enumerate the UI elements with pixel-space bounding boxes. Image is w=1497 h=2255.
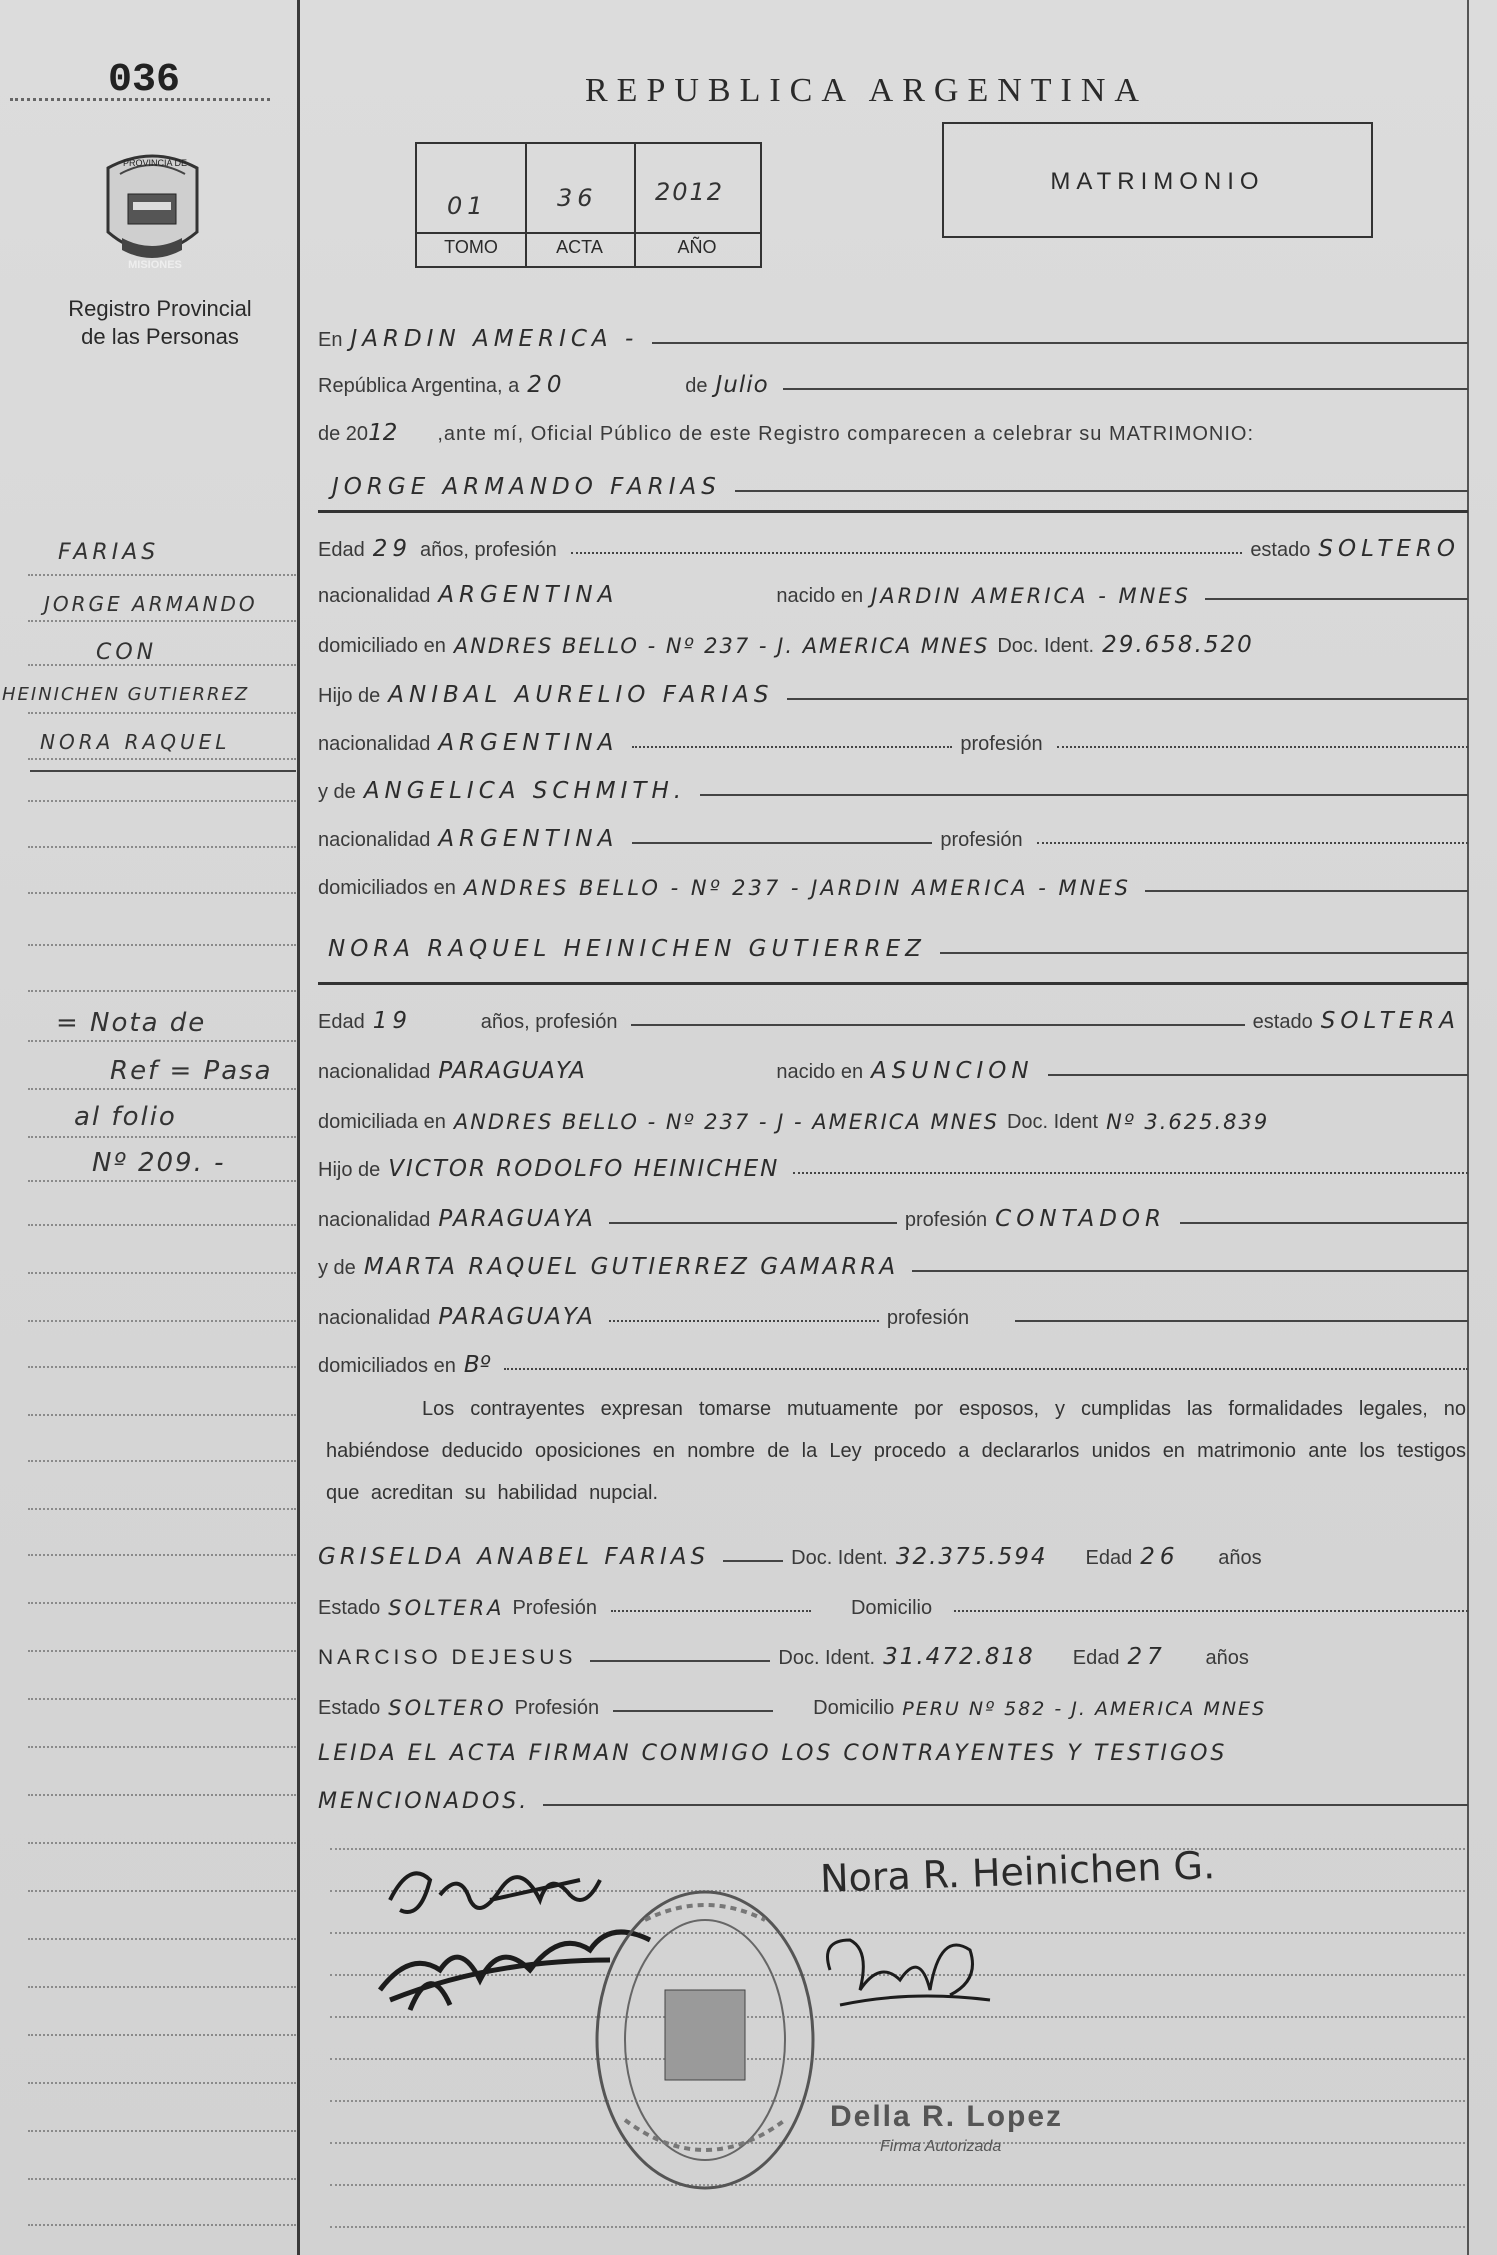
margin-ruled-line <box>28 758 296 760</box>
groom-nac-row <box>318 568 1468 608</box>
groom-edad: 29 <box>372 536 412 562</box>
margin-ruled-line <box>28 1088 296 1090</box>
margin-ruled-line <box>28 620 296 622</box>
witness2-edad-label: Edad <box>1072 1647 1120 1669</box>
bride-edad: 19 <box>372 1008 412 1034</box>
seal-text-bottom: MISIONES <box>128 259 182 271</box>
groom-dom-row <box>318 618 1468 658</box>
acta-label: ACTA <box>556 237 603 257</box>
registry-name-line1: Registro Provincial <box>68 296 252 321</box>
groom-doc: 29.658.520 <box>1102 632 1254 658</box>
groom-doc-label: Doc. Ident. <box>997 635 1095 657</box>
witness1-doc-label: Doc. Ident. <box>791 1547 888 1569</box>
margin-ruled-line <box>28 1890 296 1892</box>
witness1-estado-row <box>318 1580 1468 1620</box>
bride-madre-nac-label: nacionalidad <box>318 1307 431 1329</box>
bride-estado: SOLTERA <box>1320 1008 1460 1034</box>
witness1-name: GRISELDA ANABEL FARIAS <box>318 1544 710 1570</box>
margin-ruled-line <box>28 1794 296 1796</box>
official-stamp-icon <box>585 1880 825 2205</box>
groom-madre-nac: ARGENTINA <box>438 826 619 852</box>
witness1-name-row <box>318 1530 1468 1570</box>
bride-father-row <box>318 1142 1468 1182</box>
margin-ruled-line <box>28 2224 296 2226</box>
bride-signature: Nora R. Heinichen G. <box>819 1843 1216 1901</box>
groom-estado: SOLTERO <box>1318 536 1460 562</box>
tomo-label: TOMO <box>444 237 498 257</box>
margin-groom-names: JORGE ARMANDO <box>44 592 258 616</box>
witness1-estado: SOLTERA <box>388 1596 505 1620</box>
witness1-anos: años <box>1218 1547 1262 1569</box>
margin-ruled-line <box>28 1040 296 1042</box>
groom-nacionalidad: ARGENTINA <box>438 582 619 608</box>
groom-domicilio: ANDRES BELLO - Nº 237 - J. AMERICA MNES <box>453 634 990 658</box>
seal-text-top: PROVINCIA DE <box>122 158 187 168</box>
margin-note-1: = Nota de <box>56 1008 207 1038</box>
margin-ruled-line <box>28 1320 296 1322</box>
margin-bride-names: NORA RAQUEL <box>40 730 231 754</box>
witness2-doc: 31.472.818 <box>883 1644 1035 1670</box>
margin-ruled-line <box>28 1272 296 1274</box>
bride-edad-row <box>318 994 1468 1034</box>
bride-doms-label: domiciliados en <box>318 1355 456 1377</box>
groom-mother-nac-row <box>318 812 1468 852</box>
bride-padre-nac-label: nacionalidad <box>318 1209 431 1231</box>
margin-ruled-line <box>28 800 296 802</box>
witness1-profesion-label: Profesión <box>512 1597 597 1619</box>
tomo-value: 01 <box>447 192 488 220</box>
country-title: REPUBLICA ARGENTINA <box>585 72 1148 109</box>
year-prefix: de 20 <box>318 423 369 445</box>
groom-nac-label: nacionalidad <box>318 585 431 607</box>
groom-madre-nac-label: nacionalidad <box>318 829 431 851</box>
groom-madre: ANGELICA SCHMITH. <box>363 778 687 804</box>
witness2-estado: SOLTERO <box>388 1696 507 1720</box>
bride-hijo-label: Hijo de <box>318 1159 381 1181</box>
margin-ruled-line <box>28 1842 296 1844</box>
groom-father-nac-row <box>318 716 1468 756</box>
bride-doc-label: Doc. Ident <box>1006 1111 1099 1133</box>
closing-line2 <box>318 1774 1468 1814</box>
margin-ruled-line <box>28 1554 296 1556</box>
bride-doc: Nº 3.625.839 <box>1106 1110 1270 1134</box>
closing-line1 <box>318 1726 1468 1766</box>
reference-box <box>415 142 762 268</box>
bride-nac-row <box>318 1044 1468 1084</box>
margin-ruled-line <box>28 2034 296 2036</box>
official-stamp-sub: Firma Autorizada <box>880 2138 1002 2155</box>
bride-separator <box>318 982 1468 985</box>
bride-nacido-label: nacido en <box>776 1061 864 1083</box>
witness1-edad: 26 <box>1140 1544 1180 1570</box>
en-label: En <box>318 329 343 351</box>
witness2-doc-label: Doc. Ident. <box>778 1647 876 1669</box>
row-date <box>318 358 1468 398</box>
margin-ruled-line <box>28 1180 296 1182</box>
margin-ruled-line <box>28 1460 296 1462</box>
groom-dom-label: domiciliado en <box>318 635 446 657</box>
groom-edad-label: Edad <box>318 539 365 561</box>
witness-signature <box>810 1910 1010 2025</box>
row-place <box>318 312 1468 352</box>
official-stamp-name: Della R. Lopez <box>830 2100 1064 2133</box>
margin-con: CON <box>96 640 158 665</box>
margin-ruled-line <box>28 1508 296 1510</box>
bride-mother-row <box>318 1240 1468 1280</box>
bride-padre-prof: CONTADOR <box>995 1206 1167 1232</box>
margin-ruled-line <box>28 2082 296 2084</box>
groom-doms-label: domiciliados en <box>318 877 456 899</box>
margin-ruled-line <box>28 574 296 576</box>
bride-name: NORA RAQUEL HEINICHEN GUTIERREZ <box>328 936 926 962</box>
witness2-estado-row <box>318 1680 1468 1720</box>
row-year <box>318 406 1468 446</box>
groom-mother-row <box>318 764 1468 804</box>
witness2-edad: 27 <box>1127 1644 1167 1670</box>
place-value: JARDIN AMERICA - <box>350 326 639 352</box>
groom-edad-row <box>318 522 1468 562</box>
witness2-estado-label: Estado <box>318 1697 381 1719</box>
margin-ruled-line <box>28 1698 296 1700</box>
margin-ruled-line <box>28 990 296 992</box>
folio-dots <box>10 98 270 101</box>
anio-label: AÑO <box>677 237 717 257</box>
margin-ruled-line <box>28 944 296 946</box>
bride-padre-nac: PARAGUAYA <box>438 1206 595 1232</box>
witness2-domicilio-label: Domicilio <box>813 1697 895 1719</box>
groom-padre-nac-label: nacionalidad <box>318 733 431 755</box>
witness2-domicilio: PERU Nº 582 - J. AMERICA MNES <box>902 1698 1267 1720</box>
margin-ruled-line <box>28 1986 296 1988</box>
margin-note-3: al folio <box>74 1102 177 1132</box>
document-type-box <box>942 122 1373 238</box>
groom-separator <box>318 510 1468 513</box>
bride-estado-label: estado <box>1252 1011 1313 1033</box>
witness1-estado-label: Estado <box>318 1597 381 1619</box>
margin-note-4: Nº 209. - <box>92 1148 226 1178</box>
groom-nacido-label: nacido en <box>776 585 864 607</box>
margin-ruled-line <box>28 1136 296 1138</box>
month-value: Julio <box>715 372 769 398</box>
bride-dom-label: domiciliada en <box>318 1111 446 1133</box>
bride-padre: VICTOR RODOLFO HEINICHEN <box>388 1156 780 1182</box>
margin-surname: FARIAS <box>58 540 160 565</box>
margin-ruled-line <box>28 664 296 666</box>
margin-ruled-line <box>28 1746 296 1748</box>
anio-value: 2012 <box>655 178 725 206</box>
groom-anos-profesion: años, profesión <box>420 539 557 561</box>
margin-note-2: Ref = Pasa <box>110 1056 273 1086</box>
bride-madre: MARTA RAQUEL GUTIERREZ GAMARRA <box>363 1254 899 1280</box>
witness1-doc: 32.375.594 <box>895 1544 1048 1570</box>
ruled-line <box>330 2058 1465 2060</box>
groom-padre-prof-label: profesión <box>960 733 1043 755</box>
margin-ruled-line <box>28 2130 296 2132</box>
groom-padre-nac: ARGENTINA <box>438 730 619 756</box>
groom-nacido: JARDIN AMERICA - MNES <box>871 584 1191 608</box>
witness1-edad-label: Edad <box>1085 1547 1133 1569</box>
bride-domicilio: ANDRES BELLO - Nº 237 - J - AMERICA MNES <box>453 1110 999 1134</box>
margin-ruled-line <box>28 846 296 848</box>
closing-text-2: MENCIONADOS. <box>318 1789 530 1814</box>
bride-parents-dom-row <box>318 1338 1468 1378</box>
witness2-name: NARCISO DEJESUS <box>318 1646 577 1669</box>
margin-ruled-line <box>28 2178 296 2180</box>
witness2-anos: años <box>1205 1647 1249 1669</box>
bride-edad-label: Edad <box>318 1011 365 1033</box>
margin-ruled-line <box>28 1938 296 1940</box>
groom-estado-label: estado <box>1250 539 1311 561</box>
margin-ruled-line <box>28 1650 296 1652</box>
ruled-line <box>330 2226 1465 2228</box>
de-label: de <box>685 375 708 397</box>
witness1-domicilio-label: Domicilio <box>850 1597 933 1619</box>
bride-anos-profesion: años, profesión <box>480 1011 618 1033</box>
witness2-profesion-label: Profesión <box>514 1697 600 1719</box>
bride-padres-dom: Bº <box>463 1352 491 1378</box>
groom-hijo-label: Hijo de <box>318 685 381 707</box>
bride-father-nac-row <box>318 1192 1468 1232</box>
bride-madre-prof-label: profesión <box>886 1307 970 1329</box>
acta-value: 36 <box>557 184 598 212</box>
groom-madre-prof-label: profesión <box>940 829 1023 851</box>
bride-nac-label: nacionalidad <box>318 1061 431 1083</box>
bride-name-row <box>318 922 1468 962</box>
margin-ruled-line <box>28 712 296 714</box>
bride-dom-row <box>318 1094 1468 1134</box>
registry-name-line2: de las Personas <box>81 324 239 349</box>
day-value: 20 <box>527 372 567 398</box>
bride-padre-prof-label: profesión <box>904 1209 988 1231</box>
intro-text: ,ante mí, Oficial Público de este Registro comparecen a celebrar su MATRIMONIO: <box>437 423 1255 445</box>
groom-name: JORGE ARMANDO FARIAS <box>332 474 721 500</box>
margin-bride-surnames: HEINICHEN GUTIERREZ <box>2 684 250 705</box>
bride-madre-nac: PARAGUAYA <box>438 1304 595 1330</box>
margin-ruled-line <box>28 1366 296 1368</box>
bride-yde-label: y de <box>318 1257 356 1279</box>
ruled-line <box>330 2184 1465 2186</box>
witness2-name-row <box>318 1630 1468 1670</box>
groom-parents-dom-row <box>318 860 1468 900</box>
groom-name-row <box>318 460 1468 500</box>
bride-nacido: ASUNCION <box>871 1058 1034 1084</box>
bride-nacionalidad: PARAGUAYA <box>438 1058 586 1084</box>
folio-number: 036 <box>108 58 181 103</box>
year-suffix: 12 <box>368 420 398 446</box>
groom-father-row <box>318 668 1468 708</box>
margin-ruled-line <box>28 1602 296 1604</box>
margin-ruled-line <box>28 892 296 894</box>
margin-solid-rule <box>30 770 296 772</box>
declaration-text: Los contrayentes expresan tomarse mutuamente por esposos, y cumplidas las formalidades legales, no habiéndose deducido oposiciones en nombre de la Ley procedo a declararlos unidos en matrimonio ante los testigos que acreditan su habilidad nupcial. <box>326 1398 1466 1504</box>
bride-mother-nac-row <box>318 1290 1468 1330</box>
closing-text-1: LEIDA EL ACTA FIRMAN CONMIGO LOS CONTRAYENTES Y TESTIGOS <box>318 1741 1228 1766</box>
groom-yde-label: y de <box>318 781 356 803</box>
groom-padres-dom: ANDRES BELLO - Nº 237 - JARDIN AMERICA - MNES <box>463 876 1131 900</box>
margin-ruled-line <box>28 1414 296 1416</box>
document-type: MATRIMONIO <box>1050 168 1265 195</box>
groom-padre: ANIBAL AURELIO FARIAS <box>388 682 774 708</box>
margin-ruled-line <box>28 1224 296 1226</box>
republica-label: República Argentina, a <box>318 375 520 397</box>
